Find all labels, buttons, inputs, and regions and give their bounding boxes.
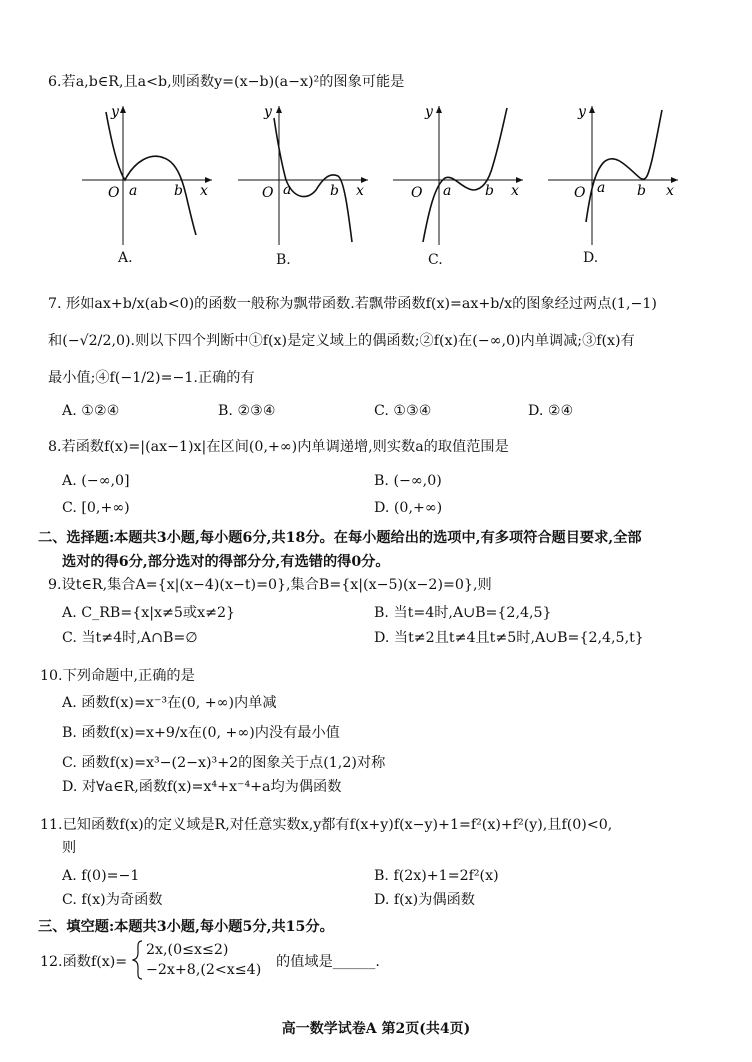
label-x: x (666, 183, 674, 199)
q8-option-d: D. (0,+∞) (374, 500, 443, 516)
label-b: b (330, 183, 339, 199)
graph-c (389, 100, 529, 250)
q9-option-a: A. C_RB={x|x≠5或x≠2} (62, 605, 236, 621)
q10-option-d: D. 对∀a∈R,函数f(x)=x⁴+x⁻⁴+a均为偶函数 (62, 779, 342, 795)
q8-option-b: B. (−∞,0) (374, 473, 442, 489)
q9-option-d: D. 当t≠2且t≠4且t≠5时,A∪B={2,4,5,t} (374, 630, 644, 646)
q11-option-a: A. f(0)=−1 (62, 868, 140, 884)
graph-b-label: B. (276, 252, 291, 268)
label-o: O (262, 185, 274, 201)
label-o: O (411, 185, 423, 201)
q11-option-c: C. f(x)为奇函数 (62, 892, 163, 908)
q7-line3: 最小值;④f(−1/2)=−1.正确的有 (48, 370, 255, 386)
graph-a (78, 100, 218, 250)
q11-line2: 则 (62, 840, 77, 856)
label-y: y (264, 104, 272, 120)
label-y: y (425, 104, 433, 120)
graph-d (544, 100, 684, 250)
label-x: x (200, 183, 208, 199)
label-a: a (443, 183, 452, 199)
q7-option-d: D. ②④ (528, 403, 574, 419)
q10-option-a: A. 函数f(x)=x⁻³在(0, +∞)内单减 (62, 695, 277, 711)
q11-option-b: B. f(2x)+1=2f²(x) (374, 868, 499, 884)
q7-option-b: B. ②③④ (218, 403, 276, 419)
label-o: O (574, 185, 586, 201)
q9-option-c: C. 当t≠4时,A∩B=∅ (62, 630, 198, 646)
graph-d-label: D. (583, 250, 599, 266)
q8-option-c: C. [0,+∞) (62, 500, 130, 516)
label-a: a (283, 182, 292, 198)
graph-a-label: A. (118, 250, 133, 266)
label-o: O (108, 185, 120, 201)
q8-option-a: A. (−∞,0] (62, 473, 130, 489)
q10-option-c: C. 函数f(x)=x³−(2−x)³+2的图象关于点(1,2)对称 (62, 755, 386, 771)
q7-option-c: C. ①③④ (374, 403, 432, 419)
q10-stem: 10.下列命题中,正确的是 (40, 668, 195, 684)
curve-c (423, 108, 507, 242)
q7-line2: 和(−√2/2,0).则以下四个判断中①f(x)是定义域上的偶函数;②f(x)在(−∞,0)内单调减;③f(x)有 (48, 333, 635, 349)
q12-prefix: 12.函数f(x)= (40, 954, 128, 970)
section-3-heading: 三、填空题:本题共3小题,每小题5分,共15分。 (38, 919, 334, 935)
label-a: a (129, 183, 138, 199)
q6-stem: 6.若a,b∈R,且a<b,则函数y=(x−b)(a−x)²的图象可能是 (48, 74, 405, 90)
section-2-heading-cont: 选对的得6分,部分选对的得部分分,有选错的得0分。 (62, 554, 390, 570)
q8-stem: 8.若函数f(x)=|(ax−1)x|在区间(0,+∞)内单调递增,则实数a的取值范围是 (48, 439, 509, 455)
label-b: b (174, 183, 183, 199)
q7-option-a: A. ①②④ (62, 403, 120, 419)
q9-stem: 9.设t∈R,集合A={x|(x−4)(x−t)=0},集合B={x|(x−5)(x−2)=0},则 (48, 577, 492, 593)
q7-line1: 7. 形如ax+b/x(ab<0)的函数一般称为飘带函数.若飘带函数f(x)=ax+b/x的图象经过两点(1,−1) (48, 296, 657, 312)
label-b: b (485, 183, 494, 199)
graph-c-label: C. (428, 252, 443, 268)
graph-b (234, 100, 374, 250)
label-b: b (637, 183, 646, 199)
label-a: a (597, 180, 606, 196)
q12-suffix: 的值域是______. (276, 954, 380, 970)
page-footer: 高一数学试卷A 第2页(共4页) (281, 1021, 471, 1037)
q11-line1: 11.已知函数f(x)的定义域是R,对任意实数x,y都有f(x+y)f(x−y)+1=f²(x)+f²(y),且f(0)<0, (40, 817, 613, 833)
section-2-heading: 二、选择题:本题共3小题,每小题6分,共18分。在每小题给出的选项中,有多项符合题目要求,全部 (38, 530, 642, 546)
label-x: x (511, 183, 519, 199)
label-y: y (111, 104, 119, 120)
q12-brace (132, 940, 144, 980)
q10-option-b: B. 函数f(x)=x+9/x在(0, +∞)内没有最小值 (62, 725, 340, 741)
label-x: x (356, 183, 364, 199)
label-y: y (578, 104, 586, 120)
q9-option-b: B. 当t=4时,A∪B={2,4,5} (374, 605, 552, 621)
q12-case1: 2x,(0≤x≤2) (146, 942, 229, 958)
curve-a (106, 112, 196, 235)
q11-option-d: D. f(x)为偶函数 (374, 892, 475, 908)
curve-d (586, 110, 662, 222)
q12-case2: −2x+8,(2<x≤4) (146, 962, 262, 978)
